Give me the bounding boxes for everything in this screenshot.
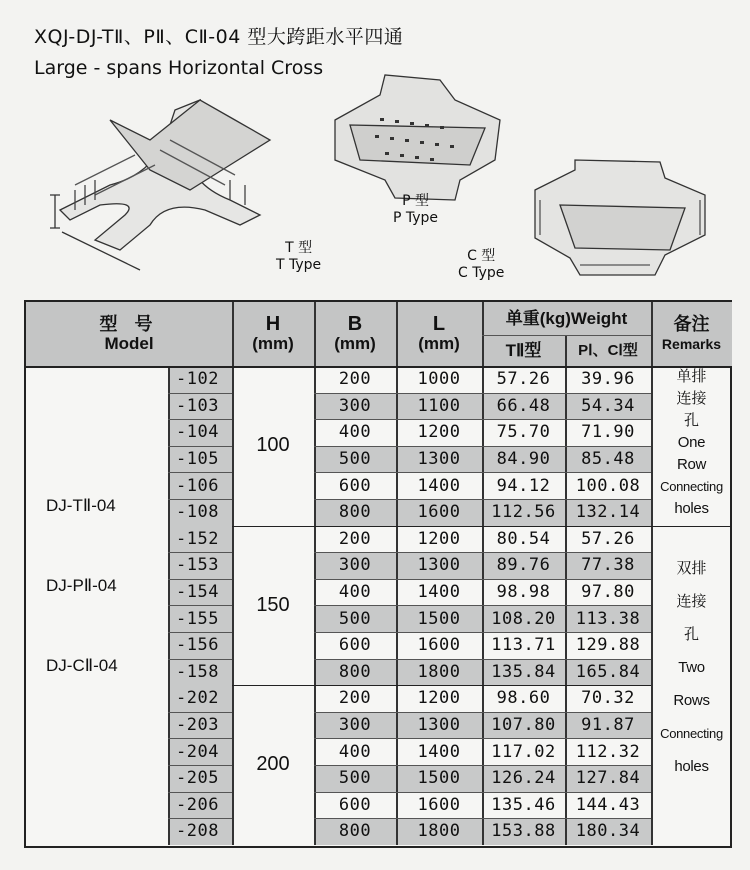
cell-l: 1000 — [417, 369, 461, 390]
remark-line: 连接 — [676, 592, 707, 610]
cell-h-group: 200 — [256, 753, 290, 776]
header-h-unit: (mm) — [252, 334, 294, 353]
remark-line: 孔 — [683, 412, 699, 429]
cell-weight-t: 57.26 — [496, 369, 551, 390]
cell-l: 1800 — [396, 659, 482, 686]
cell-weight-pc: 129.88 — [575, 635, 641, 656]
cell-weight-pc: 85.48 — [565, 446, 651, 473]
title-english: Large - spans Horizontal Cross — [34, 57, 324, 79]
row-code: -208 — [168, 818, 232, 845]
caption-c-type — [458, 248, 504, 282]
header-h-label: H — [265, 313, 281, 335]
row-code: -204 — [168, 738, 232, 765]
cell-b: 800 — [314, 659, 396, 686]
cell-l: 1400 — [417, 582, 461, 603]
header-b-label: B — [347, 313, 363, 335]
cell-weight-t: 80.54 — [496, 528, 551, 549]
remark-line: Rows — [673, 691, 710, 709]
cell-l: 1300 — [396, 712, 482, 739]
row-code: -156 — [168, 632, 232, 659]
cell-weight-t: 84.90 — [482, 446, 565, 473]
cell-l: 1400 — [417, 475, 461, 496]
remark-line: 双排 — [676, 559, 707, 577]
cell-b: 800 — [314, 499, 396, 526]
row-code: -106 — [168, 472, 232, 499]
cell-b: 600 — [338, 475, 372, 496]
cell-l: 1600 — [417, 794, 461, 815]
row-code: -153 — [168, 552, 232, 579]
header-l-unit: (mm) — [418, 334, 460, 353]
cell-weight-t: 113.71 — [491, 635, 556, 656]
cell-weight-pc: 180.34 — [565, 818, 651, 845]
row-code: -104 — [168, 419, 232, 446]
cell-weight-pc: 113.38 — [565, 605, 651, 632]
cell-l: 1200 — [417, 422, 461, 443]
caption-p-type — [393, 193, 438, 227]
header-weight: 单重(kg)Weight — [505, 308, 628, 328]
title-chinese: XQJ-DJ-TⅡ、PⅡ、CⅡ-04 型大跨距水平四通 — [34, 26, 404, 48]
cell-l: 1500 — [396, 605, 482, 632]
cross-illustrations — [0, 0, 750, 300]
cell-weight-pc: 97.80 — [581, 582, 635, 603]
cell-weight-t: 153.88 — [482, 818, 565, 845]
header-remarks-en: Remarks — [661, 336, 722, 352]
cell-b: 600 — [338, 635, 372, 656]
model-name: DJ-CⅡ-04 — [46, 656, 118, 675]
caption-c-en: C Type — [458, 265, 505, 281]
spec-table — [24, 300, 732, 848]
cell-weight-pc: 112.32 — [575, 741, 641, 762]
remark-line: 连接 — [676, 390, 707, 407]
cell-weight-pc: 100.08 — [575, 475, 641, 496]
cell-b: 400 — [338, 422, 372, 443]
cell-b: 500 — [314, 605, 396, 632]
cell-l: 1600 — [396, 499, 482, 526]
cell-weight-pc: 39.96 — [581, 369, 635, 390]
cell-h-group: 150 — [256, 593, 290, 616]
cell-l: 1400 — [417, 741, 461, 762]
row-code: -202 — [168, 685, 232, 712]
header-l-label: L — [432, 313, 446, 335]
header-remarks — [651, 302, 732, 366]
cell-weight-pc: 127.84 — [565, 765, 651, 792]
remark-line: One — [677, 434, 706, 451]
remark-line: holes — [674, 757, 709, 775]
caption-t-cn: T 型 — [285, 240, 313, 256]
cell-b: 400 — [338, 582, 372, 603]
cell-weight-t: 98.98 — [496, 582, 551, 603]
c-type-illustration — [535, 160, 705, 275]
model-name: DJ-PⅡ-04 — [46, 576, 117, 595]
remark-line: Row — [676, 456, 707, 473]
remark-line: 孔 — [683, 625, 699, 643]
row-code: -205 — [168, 765, 232, 792]
caption-c-cn: C 型 — [467, 248, 496, 264]
row-code: -158 — [168, 659, 232, 686]
cell-l: 1300 — [396, 552, 482, 579]
row-code: -102 — [168, 366, 232, 393]
caption-p-cn: P 型 — [402, 193, 429, 209]
cell-b: 500 — [314, 765, 396, 792]
cell-weight-t: 126.24 — [482, 765, 565, 792]
cell-b: 800 — [314, 818, 396, 845]
cell-weight-pc: 144.43 — [575, 794, 641, 815]
header-l — [396, 302, 482, 366]
header-model-cn: 型 号 — [99, 314, 159, 334]
cell-l: 1800 — [396, 818, 482, 845]
cell-weight-t: 94.12 — [496, 475, 551, 496]
cell-weight-pc: 77.38 — [565, 552, 651, 579]
cell-b: 600 — [338, 794, 372, 815]
row-code: -155 — [168, 605, 232, 632]
cell-weight-t: 135.46 — [491, 794, 556, 815]
caption-p-en: P Type — [393, 210, 439, 226]
cell-weight-t: 98.60 — [496, 688, 551, 709]
remark-line: Two — [678, 658, 705, 676]
cell-weight-t: 75.70 — [496, 422, 551, 443]
caption-t-en: T Type — [276, 257, 322, 273]
model-names — [26, 366, 168, 845]
remark-line: Connecting — [660, 725, 723, 741]
header-model-en: Model — [104, 334, 154, 353]
cell-b: 300 — [314, 393, 396, 420]
cell-weight-t: 117.02 — [491, 741, 556, 762]
remarks-group — [651, 366, 732, 520]
row-code: -103 — [168, 393, 232, 420]
cell-b: 300 — [314, 552, 396, 579]
cell-weight-t: 66.48 — [482, 393, 565, 420]
remark-line: holes — [674, 500, 709, 517]
caption-t-type — [276, 240, 321, 274]
cell-b: 400 — [338, 741, 372, 762]
cell-weight-pc: 70.32 — [581, 688, 635, 709]
header-model — [26, 302, 232, 366]
cell-b: 200 — [338, 528, 372, 549]
row-code: -108 — [168, 499, 232, 526]
remarks-group — [651, 552, 732, 783]
header-b-unit: (mm) — [334, 334, 376, 353]
cell-weight-t: 135.84 — [482, 659, 565, 686]
cell-weight-t: 107.80 — [482, 712, 565, 739]
cell-b: 500 — [314, 446, 396, 473]
cell-weight-pc: 91.87 — [565, 712, 651, 739]
cell-weight-pc: 57.26 — [581, 528, 635, 549]
row-code: -105 — [168, 446, 232, 473]
remark-line: 单排 — [676, 368, 707, 385]
model-name: DJ-TⅡ-04 — [46, 496, 116, 515]
header-remarks-cn: 备注 — [673, 314, 710, 334]
cell-weight-pc: 165.84 — [565, 659, 651, 686]
cell-l: 1500 — [396, 765, 482, 792]
cell-weight-pc: 54.34 — [565, 393, 651, 420]
header-b — [314, 302, 396, 366]
cell-h-group: 100 — [256, 434, 290, 457]
row-code: -154 — [168, 579, 232, 606]
cell-weight-t: 89.76 — [482, 552, 565, 579]
cell-l: 1200 — [417, 688, 461, 709]
row-code: -203 — [168, 712, 232, 739]
cell-l: 1600 — [417, 635, 461, 656]
cell-b: 200 — [338, 369, 372, 390]
t-type-illustration — [50, 100, 270, 270]
cell-weight-t: 112.56 — [482, 499, 565, 526]
header-pc-type: PⅠ、CⅠ型 — [578, 341, 638, 359]
row-code: -206 — [168, 792, 232, 819]
header-t-type: TⅡ型 — [505, 340, 542, 360]
p-type-illustration — [335, 75, 500, 200]
cell-l: 1200 — [417, 528, 461, 549]
cell-l: 1100 — [396, 393, 482, 420]
cell-weight-pc: 132.14 — [565, 499, 651, 526]
cell-l: 1300 — [396, 446, 482, 473]
remark-line: Connecting — [660, 479, 723, 494]
cell-weight-t: 108.20 — [482, 605, 565, 632]
cell-weight-pc: 71.90 — [581, 422, 635, 443]
cell-b: 200 — [338, 688, 372, 709]
cell-b: 300 — [314, 712, 396, 739]
row-code: -152 — [168, 526, 232, 553]
header-h — [232, 302, 314, 366]
